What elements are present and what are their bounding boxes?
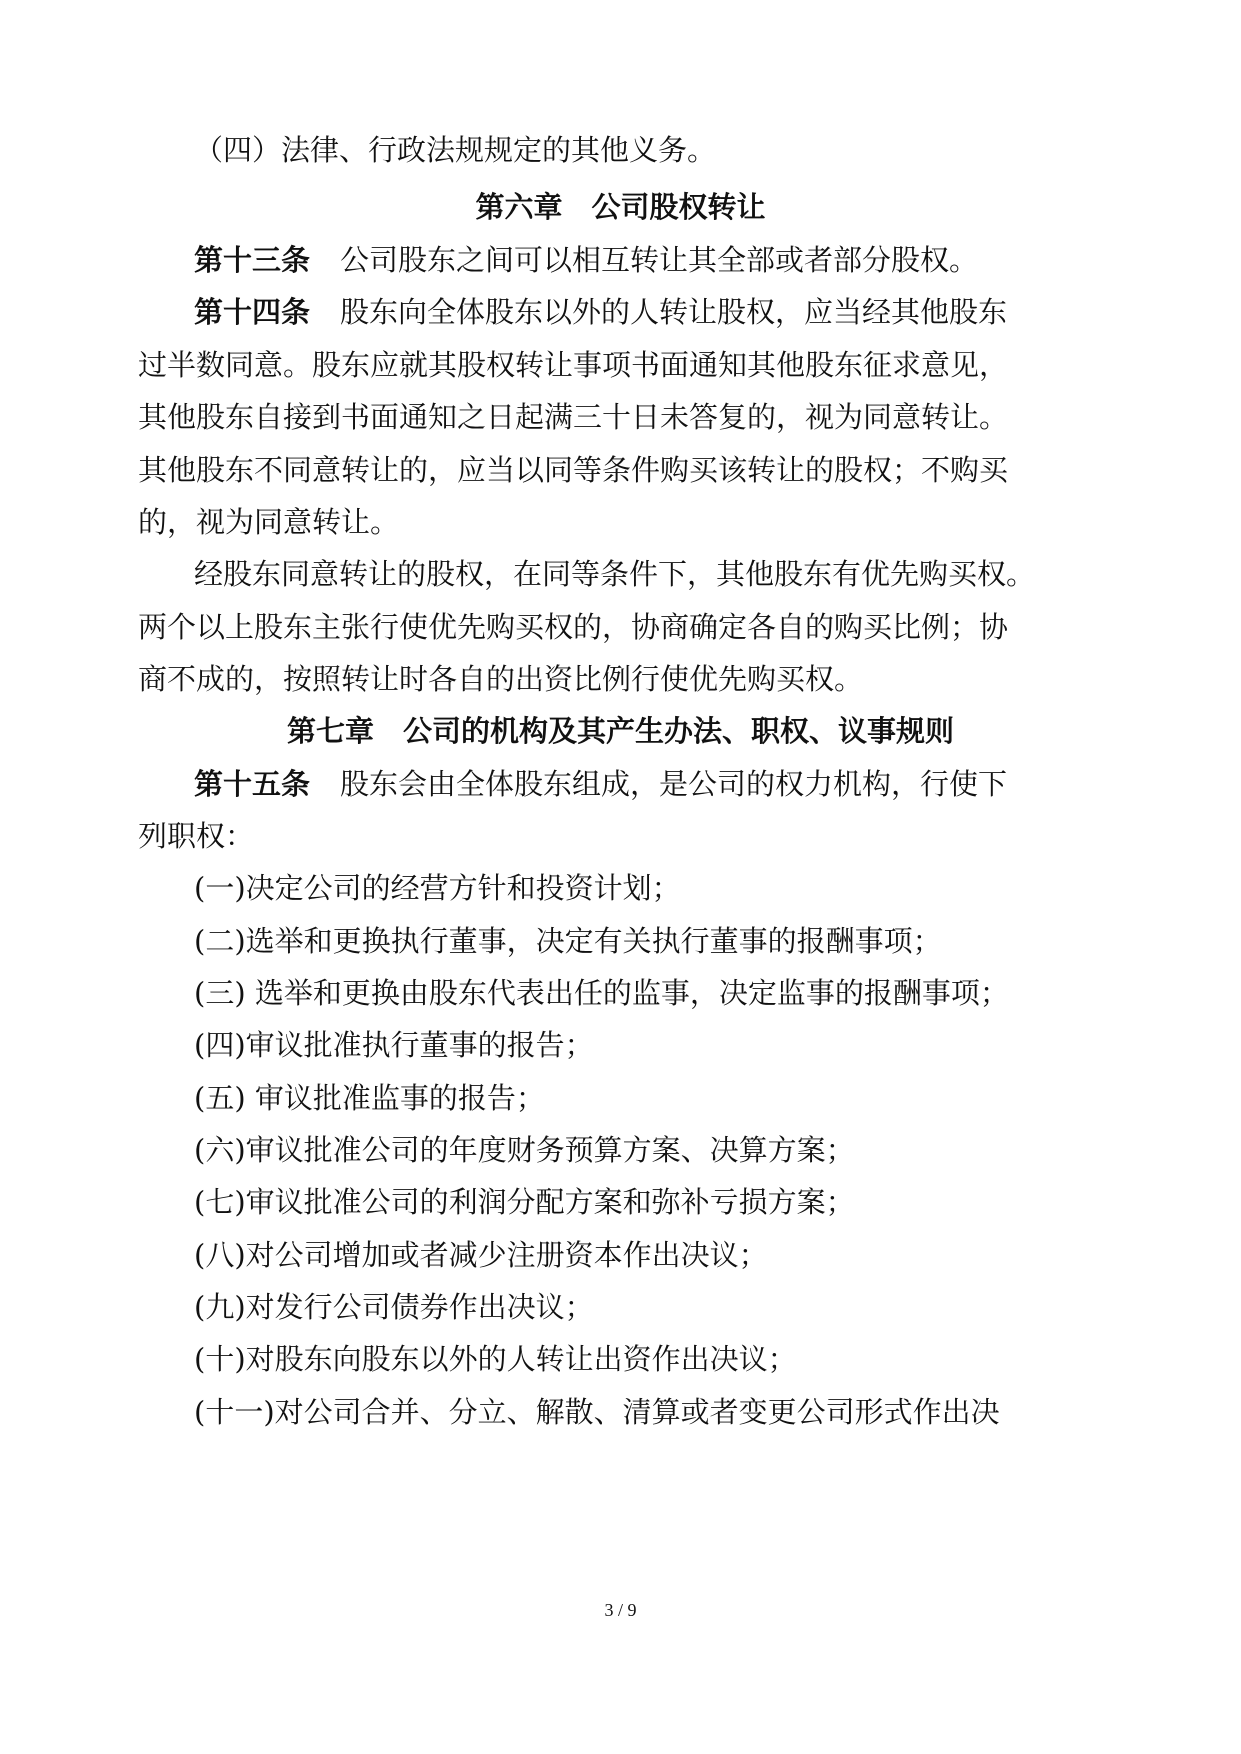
article-14-label: 第十四条 bbox=[194, 295, 311, 329]
preemptive-right-line-1: 经股东同意转让的股权，在同等条件下，其他股东有优先购买权。 bbox=[194, 557, 1036, 591]
power-item-5: (五) 审议批准监事的报告； bbox=[194, 1081, 545, 1115]
power-item-9: (九)对发行公司债券作出决议； bbox=[194, 1290, 594, 1324]
power-item-8: (八)对公司增加或者减少注册资本作出决议； bbox=[194, 1238, 768, 1272]
preemptive-right-line-3: 商不成的，按照转让时各自的出资比例行使优先购买权。 bbox=[138, 662, 864, 696]
article-15-text-line-2: 列职权： bbox=[138, 819, 255, 853]
article-15-text-line-1: 股东会由全体股东组成，是公司的权力机构，行使下 bbox=[340, 767, 1008, 801]
article-13-label: 第十三条 bbox=[194, 243, 311, 277]
article-14-text-line-1: 股东向全体股东以外的人转让股权，应当经其他股东 bbox=[340, 295, 1008, 329]
power-item-6: (六)审议批准公司的年度财务预算方案、决算方案； bbox=[194, 1133, 855, 1167]
power-item-7: (七)审议批准公司的利润分配方案和弥补亏损方案； bbox=[194, 1185, 855, 1219]
page-number: 3 / 9 bbox=[604, 1600, 637, 1620]
article-14-text-line-4: 其他股东不同意转让的，应当以同等条件购买该转让的股权；不购买 bbox=[138, 453, 1009, 487]
preemptive-right-line-2: 两个以上股东主张行使优先购买权的，协商确定各自的购买比例；协 bbox=[138, 610, 1009, 644]
chapter-7-heading: 第七章 公司的机构及其产生办法、职权、议事规则 bbox=[286, 714, 954, 748]
chapter-6-heading: 第六章 公司股权转让 bbox=[475, 190, 766, 224]
article-14-text-line-5: 的，视为同意转让。 bbox=[138, 505, 400, 539]
article-13 bbox=[0, 238, 1241, 282]
power-item-1: (一)决定公司的经营方针和投资计划； bbox=[194, 871, 681, 905]
article-14 bbox=[0, 290, 1241, 334]
article-14-text-line-2: 过半数同意。股东应就其股权转让事项书面通知其他股东征求意见， bbox=[138, 348, 1009, 382]
power-item-2: (二)选举和更换执行董事，决定有关执行董事的报酬事项； bbox=[194, 924, 942, 958]
power-item-3: (三) 选举和更换由股东代表出任的监事，决定监事的报酬事项； bbox=[194, 976, 1009, 1010]
power-item-4: (四)审议批准执行董事的报告； bbox=[194, 1028, 594, 1062]
article-15 bbox=[0, 762, 1241, 806]
clause-item-4: （四）法律、行政法规规定的其他义务。 bbox=[194, 133, 717, 167]
power-item-10: (十)对股东向股东以外的人转让出资作出决议； bbox=[194, 1342, 797, 1376]
article-13-text: 公司股东之间可以相互转让其全部或者部分股权。 bbox=[340, 243, 979, 277]
article-15-label: 第十五条 bbox=[194, 767, 311, 801]
power-item-11: (十一)对公司合并、分立、解散、清算或者变更公司形式作出决 bbox=[194, 1395, 1000, 1429]
article-14-text-line-3: 其他股东自接到书面通知之日起满三十日未答复的，视为同意转让。 bbox=[138, 400, 1009, 434]
